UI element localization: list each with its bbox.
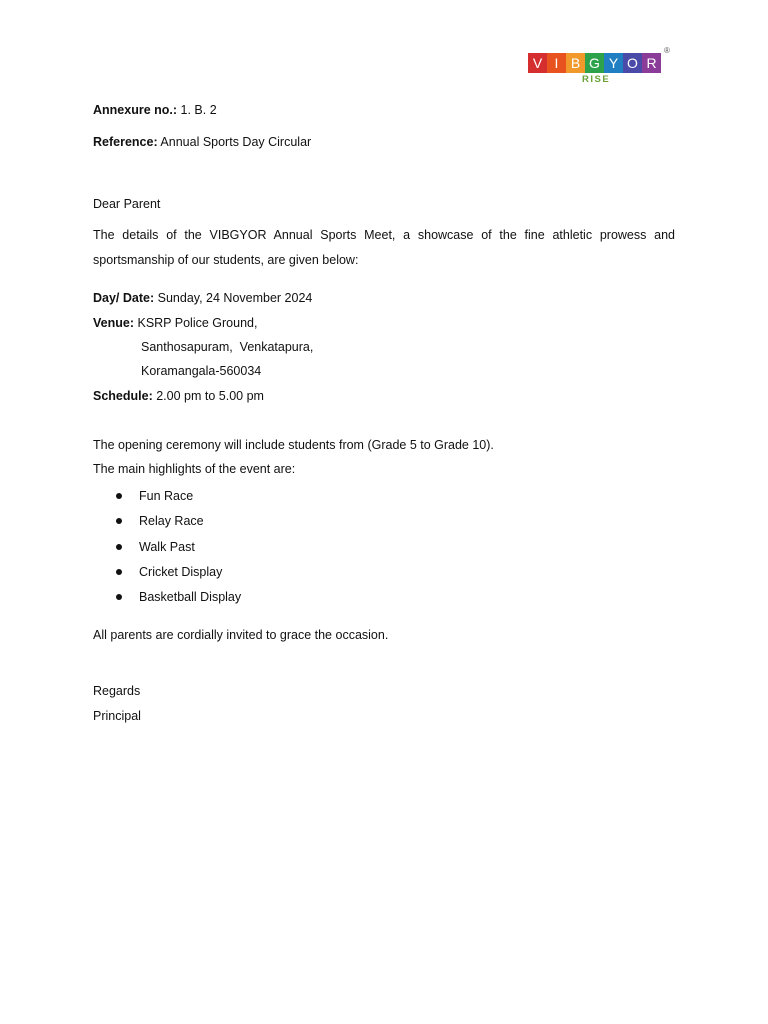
reference-label: Reference: (93, 135, 158, 149)
bullet-icon (116, 493, 122, 499)
list-item (93, 537, 241, 562)
annexure-line (93, 103, 217, 117)
venue-line (93, 316, 257, 330)
salutation: Dear Parent (93, 197, 161, 211)
schedule-line (93, 389, 264, 403)
list-item (93, 562, 241, 587)
logo-letter: R (642, 53, 661, 73)
list-item (93, 486, 241, 511)
invitation-text: All parents are cordially invited to grace the occasion. (93, 628, 389, 642)
logo-letters (528, 53, 672, 73)
venue-value: KSRP Police Ground, (137, 316, 258, 330)
venue-address-line-2: Santhosapuram, Venkatapura, (141, 340, 314, 354)
list-item-label: Basketball Display (139, 590, 242, 605)
date-line (93, 291, 312, 305)
schedule-value: 2.00 pm to 5.00 pm (156, 389, 264, 403)
logo-letter: I (547, 53, 566, 73)
list-item-label: Relay Race (139, 514, 204, 529)
logo-letter: O (623, 53, 642, 73)
schedule-label: Schedule: (93, 389, 153, 403)
bullet-icon (116, 569, 122, 575)
reference-line (93, 135, 311, 149)
bullet-icon (116, 594, 122, 600)
highlights-list (93, 486, 241, 612)
logo-letter: V (528, 53, 547, 73)
list-item (93, 587, 241, 612)
venue-address-line-3: Koramangala-560034 (141, 364, 262, 378)
logo-letter: Y (604, 53, 623, 73)
list-item-label: Fun Race (139, 489, 194, 503)
logo-letter: G (585, 53, 604, 73)
annexure-value: 1. B. 2 (180, 103, 217, 117)
annexure-label: Annexure no.: (93, 103, 178, 117)
regards-text: Regards (93, 684, 141, 698)
intro-paragraph: The details of the VIBGYOR Annual Sports Meet, a showcase of the fine athletic prowess and sportsmanship of our students, are given below: (93, 228, 675, 267)
date-value: Sunday, 24 November 2024 (157, 291, 313, 305)
ceremony-text: The opening ceremony will include students from (Grade 5 to Grade 10). (93, 438, 494, 452)
logo-letter: B (566, 53, 585, 73)
venue-label: Venue: (93, 316, 134, 330)
highlights-intro: The main highlights of the event are: (93, 462, 296, 476)
list-item (93, 511, 241, 536)
list-item-label: Cricket Display (139, 564, 223, 579)
reference-value: Annual Sports Day Circular (160, 135, 312, 149)
vibgyor-logo (528, 46, 672, 86)
logo-tagline: RISE (582, 74, 611, 85)
bullet-icon (116, 518, 122, 524)
bullet-icon (116, 544, 122, 550)
date-label: Day/ Date: (93, 291, 155, 305)
signatory-text: Principal (93, 709, 141, 723)
list-item-label: Walk Past (139, 539, 195, 554)
registered-mark: ® (664, 46, 670, 55)
